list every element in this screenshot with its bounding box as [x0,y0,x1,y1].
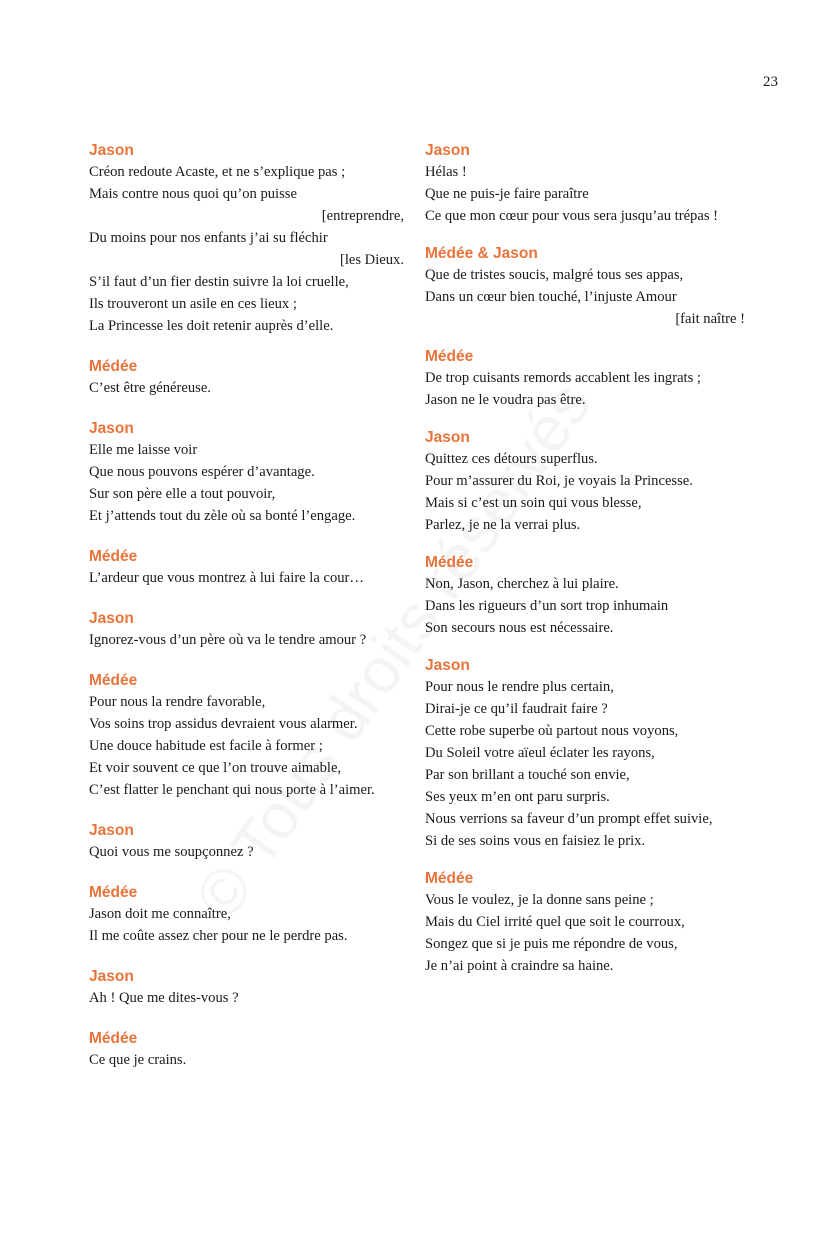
dialogue-block [425,242,745,330]
dialogue-block [425,345,745,411]
right-column [425,139,745,977]
dialogue-block [89,139,404,337]
dialogue-block [425,426,745,536]
speaker-name: Jason [89,420,134,437]
verse-line: Dirai-je ce qu’il faudrait faire ? [425,701,608,717]
verse-line: Du Soleil votre aïeul éclater les rayons, [425,745,655,761]
verse-line: Vous le voulez, je la donne sans peine ; [425,892,654,908]
verse-line: Nous verrions sa faveur d’un prompt effet suivie, [425,811,713,827]
verse-line: Ses yeux m’en ont paru surpris. [425,789,610,805]
speaker-name: Médée [89,358,138,375]
verse-line: Créon redoute Acaste, et ne s’explique pas ; [89,164,346,180]
verse-line: Quoi vous me soupçonnez ? [89,844,254,860]
page-number: 23 [763,74,778,90]
verse-line: L’ardeur que vous montrez à lui faire la cour… [89,570,365,586]
verse-line: Mais du Ciel irrité quel que soit le courroux, [425,914,685,930]
verse-line: Son secours nous est nécessaire. [425,620,614,636]
speaker-name: Médée [425,870,474,887]
verse-line: Cette robe superbe où partout nous voyons, [425,723,679,739]
verse-line: Ils trouveront un asile en ces lieux ; [89,296,297,312]
verse-line: Que nous pouvons espérer d’avantage. [89,464,315,480]
verse-line: Une douce habitude est facile à former ; [89,738,323,754]
verse-line: Quittez ces détours superflus. [425,451,598,467]
verse-line: [fait naître ! [675,311,745,327]
dialogue-block [89,355,404,399]
verse-line: Que de tristes soucis, malgré tous ses appas, [425,267,684,283]
speaker-name: Jason [425,142,470,159]
speaker-name: Médée [425,554,474,571]
verse-line: Hélas ! [425,164,467,180]
verse-line: C’est être généreuse. [89,380,211,396]
verse-line: Il me coûte assez cher pour ne le perdre pas. [89,928,348,944]
verse-line: Par son brillant a touché son envie, [425,767,630,783]
verse-line: Et j’attends tout du zèle où sa bonté l’engage. [89,508,356,524]
speaker-name: Médée & Jason [425,245,538,262]
verse-line: C’est flatter le penchant qui nous porte à l’aimer. [89,782,375,798]
speaker-name: Jason [89,822,134,839]
dialogue-block [89,965,404,1009]
dialogue-block [425,654,745,852]
verse-line: La Princesse les doit retenir auprès d’elle. [89,318,334,334]
speaker-name: Jason [89,610,134,627]
verse-line: Elle me laisse voir [89,442,198,458]
verse-line: Pour nous la rendre favorable, [89,694,266,710]
dialogue-block [89,545,404,589]
verse-line: Si de ses soins vous en faisiez le prix. [425,833,646,849]
dialogue-block [89,819,404,863]
dialogue-block [89,669,404,801]
verse-line: [entreprendre, [321,208,404,224]
speaker-name: Médée [425,348,474,365]
verse-line: Vos soins trop assidus devraient vous alarmer. [89,716,358,732]
verse-line: S’il faut d’un fier destin suivre la loi cruelle, [89,274,349,290]
verse-line: Ignorez-vous d’un père où va le tendre amour ? [89,632,367,648]
verse-line: Ce que je crains. [89,1052,187,1068]
dialogue-block [89,417,404,527]
speaker-name: Jason [425,429,470,446]
verse-line: [les Dieux. [339,252,404,268]
verse-line: Dans les rigueurs d’un sort trop inhumain [425,598,669,614]
verse-line: Jason doit me connaître, [89,906,231,922]
verse-line: Mais contre nous quoi qu’on puisse [89,186,297,202]
dialogue-block [425,139,745,227]
verse-line: Mais si c’est un soin qui vous blesse, [425,495,642,511]
verse-line: Dans un cœur bien touché, l’injuste Amour [425,289,677,305]
speaker-name: Médée [89,672,138,689]
speaker-name: Jason [89,968,134,985]
verse-line: Ce que mon cœur pour vous sera jusqu’au trépas ! [425,208,719,224]
verse-line: Pour m’assurer du Roi, je voyais la Princesse. [425,473,693,489]
verse-line: Je n’ai point à craindre sa haine. [425,958,614,974]
verse-line: Non, Jason, cherchez à lui plaire. [425,576,619,592]
verse-line: Sur son père elle a tout pouvoir, [89,486,276,502]
left-column [89,139,404,1071]
speaker-name: Médée [89,1030,138,1047]
verse-line: Pour nous le rendre plus certain, [425,679,614,695]
dialogue-block [89,607,404,651]
speaker-name: Médée [89,884,138,901]
dialogue-block [425,867,745,977]
dialogue-block [89,881,404,947]
verse-line: Jason ne le voudra pas être. [425,392,586,408]
speaker-name: Médée [89,548,138,565]
verse-line: Songez que si je puis me répondre de vous, [425,936,678,952]
verse-line: Parlez, je ne la verrai plus. [425,517,581,533]
speaker-name: Jason [425,657,470,674]
dialogue-block [89,1027,404,1071]
verse-line: Que ne puis-je faire paraître [425,186,589,202]
verse-line: Ah ! Que me dites-vous ? [89,990,239,1006]
speaker-name: Jason [89,142,134,159]
verse-line: De trop cuisants remords accablent les ingrats ; [425,370,701,386]
dialogue-block [425,551,745,639]
verse-line: Du moins pour nos enfants j’ai su fléchir [89,230,328,246]
verse-line: Et voir souvent ce que l’on trouve aimable, [89,760,342,776]
